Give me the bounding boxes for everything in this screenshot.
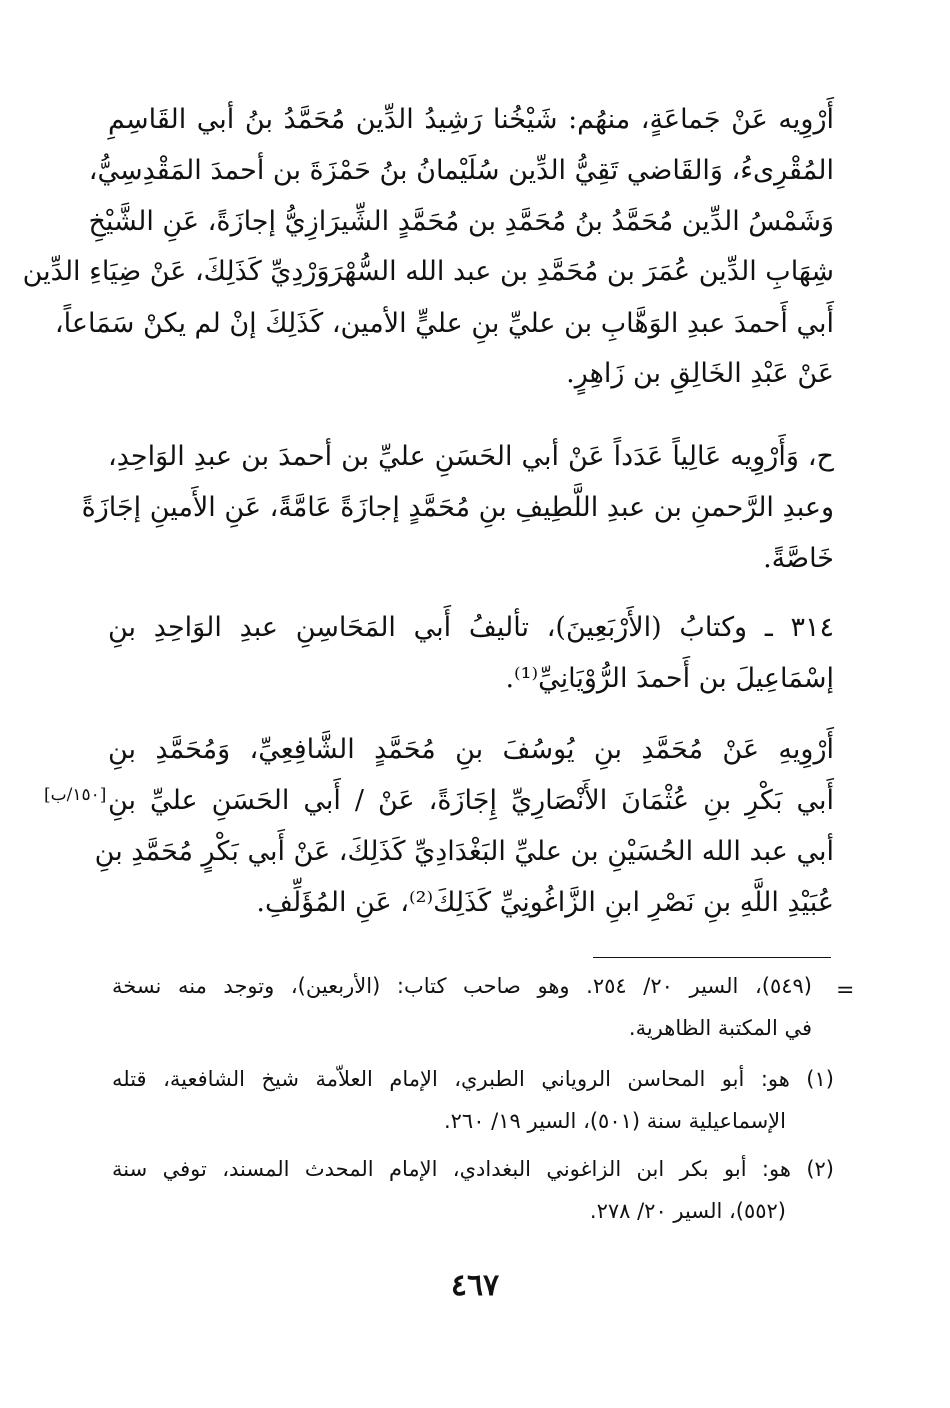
text-line: أَرْوِيهِ عَنْ مُحَمَّدِ بنِ يُوسُفَ بنِ مُحَمَّدٍ الشَّافِعِيِّ، وَمُحَمَّدِ بنِ	[108, 734, 834, 765]
footnote-line: الإسماعيلية سنة (٥٠١)، السير ١٩/ ٢٦٠.	[443, 1109, 786, 1133]
footnote-line: (٥٤٩)، السير ٢٠/ ٢٥٤. وهو صاحب كتاب: (الأربعين)، وتوجد منه نسخة	[112, 974, 812, 998]
text-line: عُبَيْدِ اللَّهِ بنِ نَصْرِ ابنِ الزَّاغُونِيِّ كَذَلِكَ⁽²⁾، عَنِ المُؤَلِّفِ.	[256, 887, 834, 918]
entry-heading-line: ٣١٤ ـ وكتابُ (الأَرْبَعِينَ)، تأليفُ أَبي المَحَاسِنِ عبدِ الوَاحِدِ بنِ	[108, 612, 834, 643]
footnote-divider	[593, 957, 831, 958]
footnote-line: (٢) هو: أبو بكر ابن الزاغوني البغدادي، الإمام المحدث المسند، توفي سنة	[112, 1157, 834, 1181]
folio-marginal-note: [١٥٠/ب]	[44, 785, 107, 805]
text-line: خَاصَّةً.	[763, 543, 834, 574]
footnote-line: في المكتبة الظاهرية.	[628, 1016, 812, 1040]
text-line: وعبدِ الرَّحمنِ بن عبدِ اللَّطِيفِ بنِ مُحَمَّدٍ إجازَةً عَامَّةً، عَنِ الأَمينِ إجَازَةً	[81, 492, 834, 523]
text-line: عَنْ عَبْدِ الخَالِقِ بن زَاهِرٍ.	[566, 358, 834, 389]
footnote-line: (٥٥٢)، السير ٢٠/ ٢٧٨.	[589, 1199, 786, 1223]
text-line: أبي عبد الله الحُسَيْنِ بن عليِّ البَغْدَادِيِّ كَذَلِكَ، عَنْ أَبي بَكْرٍ مُحَمَّدِ بنِ	[94, 836, 834, 867]
text-line: أَرْوِيه عَنْ جَماعَةٍ، منهُم: شَيْخُنا رَشِيدُ الدِّين مُحَمَّدُ بنُ أبي القَاسِمِ	[108, 104, 834, 135]
text-line: ح، وَأَرْوِيه عَالِياً عَدَداً عَنْ أبي الحَسَنِ عليِّ بن أحمدَ بن عبدِ الوَاحِدِ،	[108, 441, 834, 472]
text-line: أَبي بَكْرِ بنِ عُثْمَانَ الأَنْصَارِيِّ إِجَازَةً، عَنْ / أَبي الحَسَنِ عليِّ بنِ	[108, 785, 834, 816]
text-line: المُقْرِىءُ، وَالقَاضي تَقِيُّ الدِّين سُلَيْمانُ بنُ حَمْزَةَ بن أحمدَ المَقْدِسِيُّ،	[88, 155, 834, 186]
text-line: أَبي أَحمدَ عبدِ الوَهَّابِ بن عليِّ بنِ عليٍّ الأمين، كَذَلِكَ إنْ لم يكنْ سَمَاعاً،	[54, 308, 834, 339]
footnote-line: (١) هو: أبو المحاسن الروياني الطبري، الإمام العلاّمة شيخ الشافعية، قتله	[112, 1067, 834, 1091]
footnote-continuation-mark: =	[836, 978, 855, 1003]
text-line: وَشَمْسُ الدِّين مُحَمَّدُ بنُ مُحَمَّدِ بن مُحَمَّدٍ الشِّيرَازِيُّ إجازَةً، عَنِ الشَّيْخِ	[88, 206, 834, 237]
entry-heading-line: إسْمَاعِيلَ بن أَحمدَ الرُّوْيَانِيِّ⁽¹⁾.	[505, 663, 834, 694]
text-line: شِهَابِ الدِّين عُمَرَ بن مُحَمَّدِ بن عبد الله السُّهْرَوَرْدِيِّ كَذَلِكَ، عَنْ ضِيَاءِ الدِّين	[22, 256, 834, 287]
page-number: ٤٦٧	[450, 1268, 500, 1303]
